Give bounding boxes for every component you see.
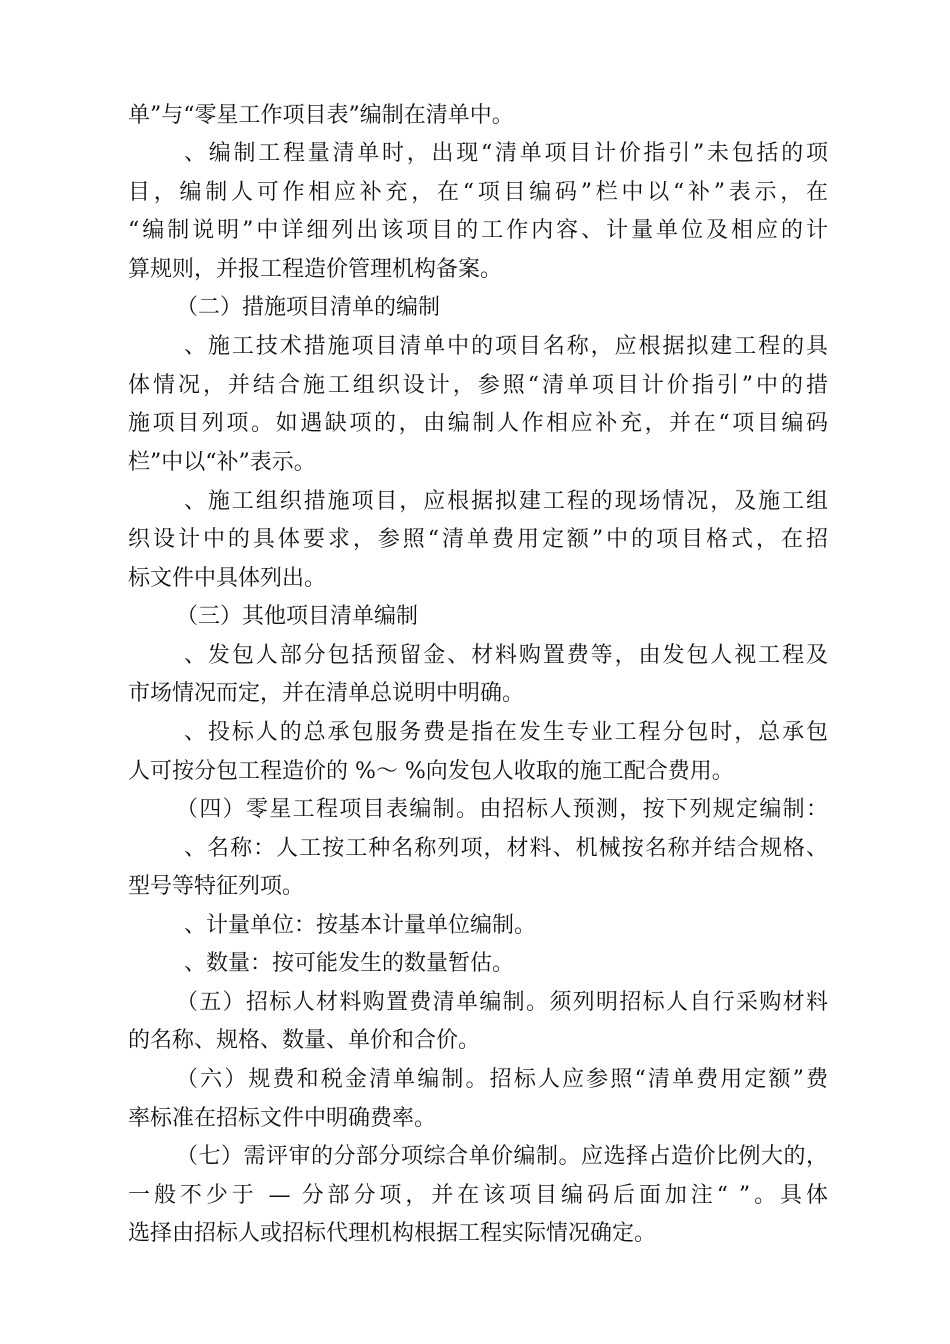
section-heading: （五）招标人材料购置费清单编制。须列明招标人自行采购材料 <box>176 990 828 1015</box>
text-line: 施项目列项。如遇缺项的，由编制人作相应补充，并在“项目编码 <box>128 411 828 436</box>
section-heading: （七）需评审的分部分项综合单价编制。应选择占造价比例大的， <box>176 1144 828 1169</box>
text-line: 算规则，并报工程造价管理机构备案。 <box>128 257 503 282</box>
text-line: 一般不少于 — 分部分项，并在该项目编码后面加注“ ”。具体 <box>128 1183 828 1208</box>
section-heading: （三）其他项目清单编制 <box>176 604 419 629</box>
text-line: 、施工技术措施项目清单中的项目名称，应根据拟建工程的具 <box>184 334 828 359</box>
text-line: 型号等特征列项。 <box>128 874 305 899</box>
text-line: 体情况，并结合施工组织设计，参照“清单项目计价指引”中的措 <box>128 373 828 398</box>
text-line: 、编制工程量清单时，出现“清单项目计价指引”未包括的项 <box>184 141 828 166</box>
section-heading: （六）规费和税金清单编制。招标人应参照“清单费用定额”费 <box>176 1067 828 1092</box>
section-heading: （四）零星工程项目表编制。由招标人预测，按下列规定编制： <box>176 797 828 822</box>
text-line: 、施工组织措施项目，应根据拟建工程的现场情况，及施工组 <box>184 489 828 514</box>
text-line: 率标准在招标文件中明确费率。 <box>128 1106 437 1131</box>
text-line: “编制说明”中详细列出该项目的工作内容、计量单位及相应的计 <box>128 218 828 243</box>
text-line: 、投标人的总承包服务费是指在发生专业工程分包时，总承包 <box>184 720 828 745</box>
text-line: 市场情况而定，并在清单总说明中明确。 <box>128 681 525 706</box>
text-line: 单”与“零星工作项目表”编制在清单中。 <box>128 103 514 128</box>
text-line: 、发包人部分包括预留金、材料购置费等，由发包人视工程及 <box>184 643 828 668</box>
text-line: 、计量单位：按基本计量单位编制。 <box>184 913 537 938</box>
text-line: 选择由招标人或招标代理机构根据工程实际情况确定。 <box>128 1221 657 1246</box>
text-line: 栏”中以“补”表示。 <box>128 450 316 475</box>
text-line: 目，编制人可作相应补充，在“项目编码”栏中以“补”表示，在 <box>128 180 828 205</box>
text-line: 的名称、规格、数量、单价和合价。 <box>128 1028 481 1053</box>
text-line: 人可按分包工程造价的 %～ %向发包人收取的施工配合费用。 <box>128 759 734 784</box>
text-line: 、数量：按可能发生的数量暂估。 <box>184 951 515 976</box>
text-line: 织设计中的具体要求，参照“清单费用定额”中的项目格式，在招 <box>128 527 828 552</box>
text-line: 、名称：人工按工种名称列项，材料、机械按名称并结合规格、 <box>184 836 828 861</box>
text-line: 标文件中具体列出。 <box>128 566 327 591</box>
section-heading: （二）措施项目清单的编制 <box>176 295 441 320</box>
